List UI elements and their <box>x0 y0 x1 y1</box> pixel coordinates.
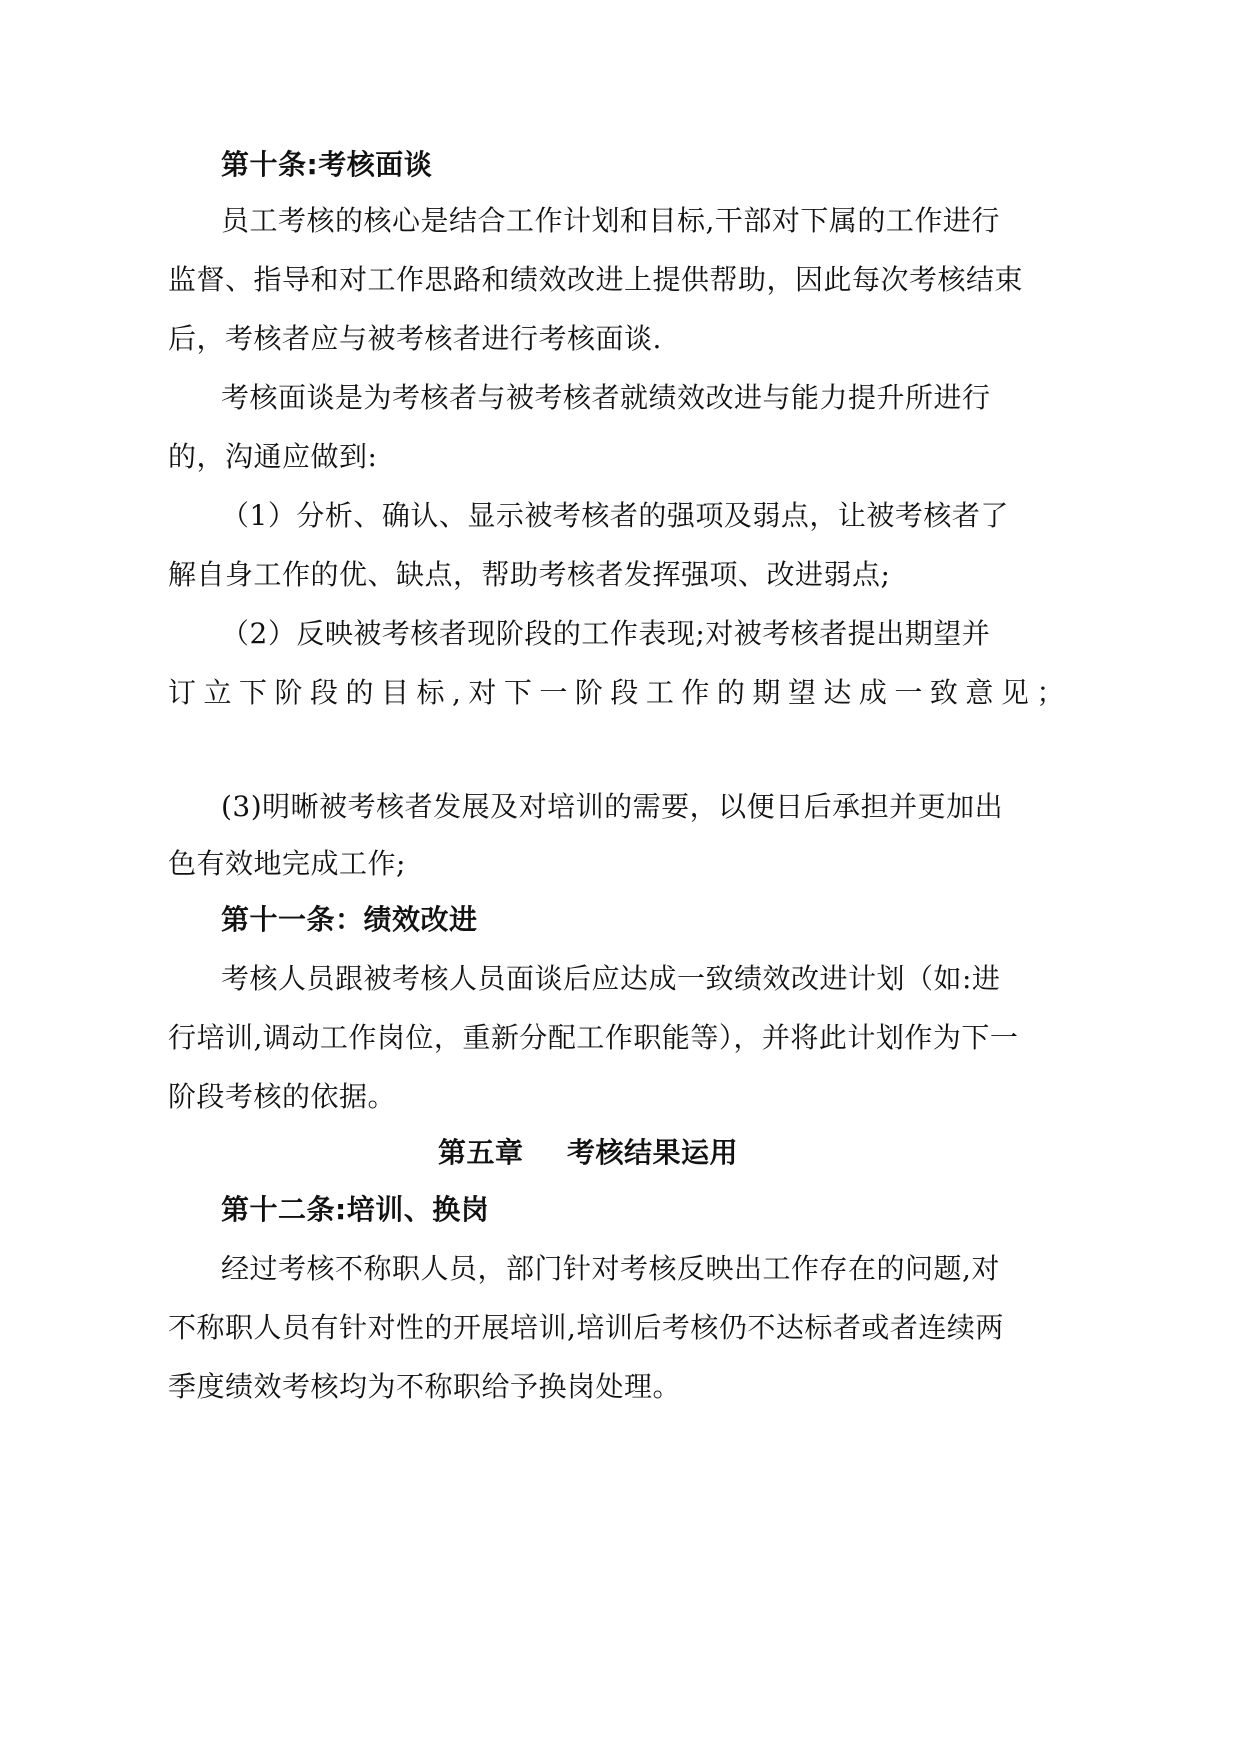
article-11-heading: 第十一条：绩效改进 <box>221 903 478 936</box>
article-10-item1-line1: （1）分析、确认、显示被考核者的强项及弱点，让被考核者了 <box>221 499 1009 532</box>
article-10-para1-line2: 监督、指导和对工作思路和绩效改进上提供帮助，因此每次考核结束 <box>168 263 1024 296</box>
article-11-para-line2: 行培训,调动工作岗位，重新分配工作职能等），并将此计划作为下一 <box>168 1021 1019 1054</box>
article-12-heading: 第十二条:培训、换岗 <box>221 1193 490 1226</box>
chapter-5-number: 第五章 <box>438 1136 524 1169</box>
article-10-para1-line3: 后，考核者应与被考核者进行考核面谈. <box>168 322 662 355</box>
article-11-para-line3: 阶段考核的依据。 <box>168 1080 397 1113</box>
article-12-para-line3: 季度绩效考核均为不称职给予换岗处理。 <box>168 1370 682 1403</box>
article-10-para2-line2: 的，沟通应做到: <box>168 440 378 473</box>
chapter-5-title: 考核结果运用 <box>567 1136 739 1169</box>
article-10-item2-line1: （2）反映被考核者现阶段的工作表现;对被考核者提出期望并 <box>221 617 991 650</box>
article-12-para-line2: 不称职人员有针对性的开展培训,培训后考核仍不达标者或者连续两 <box>168 1311 1004 1344</box>
article-11-para-line1: 考核人员跟被考核人员面谈后应达成一致绩效改进计划（如:进 <box>221 962 1001 995</box>
article-10-heading: 第十条:考核面谈 <box>221 148 433 181</box>
article-12-para-line1: 经过考核不称职人员，部门针对考核反映出工作存在的问题,对 <box>221 1252 1000 1285</box>
article-10-item3-line2: 色有效地完成工作; <box>168 847 406 880</box>
article-10-item2-line2: 订立下阶段的目标,对下一阶段工作的期望达成一致意见； <box>168 676 1072 709</box>
article-10-para1-line1: 员工考核的核心是结合工作计划和目标,干部对下属的工作进行 <box>221 204 1000 237</box>
article-10-item3-line1: (3)明晰被考核者发展及对培训的需要，以便日后承担并更加出 <box>221 790 1004 823</box>
article-10-para2-line1: 考核面谈是为考核者与被考核者就绩效改进与能力提升所进行 <box>221 381 991 414</box>
article-10-item1-line2: 解自身工作的优、缺点，帮助考核者发挥强项、改进弱点; <box>168 558 891 591</box>
